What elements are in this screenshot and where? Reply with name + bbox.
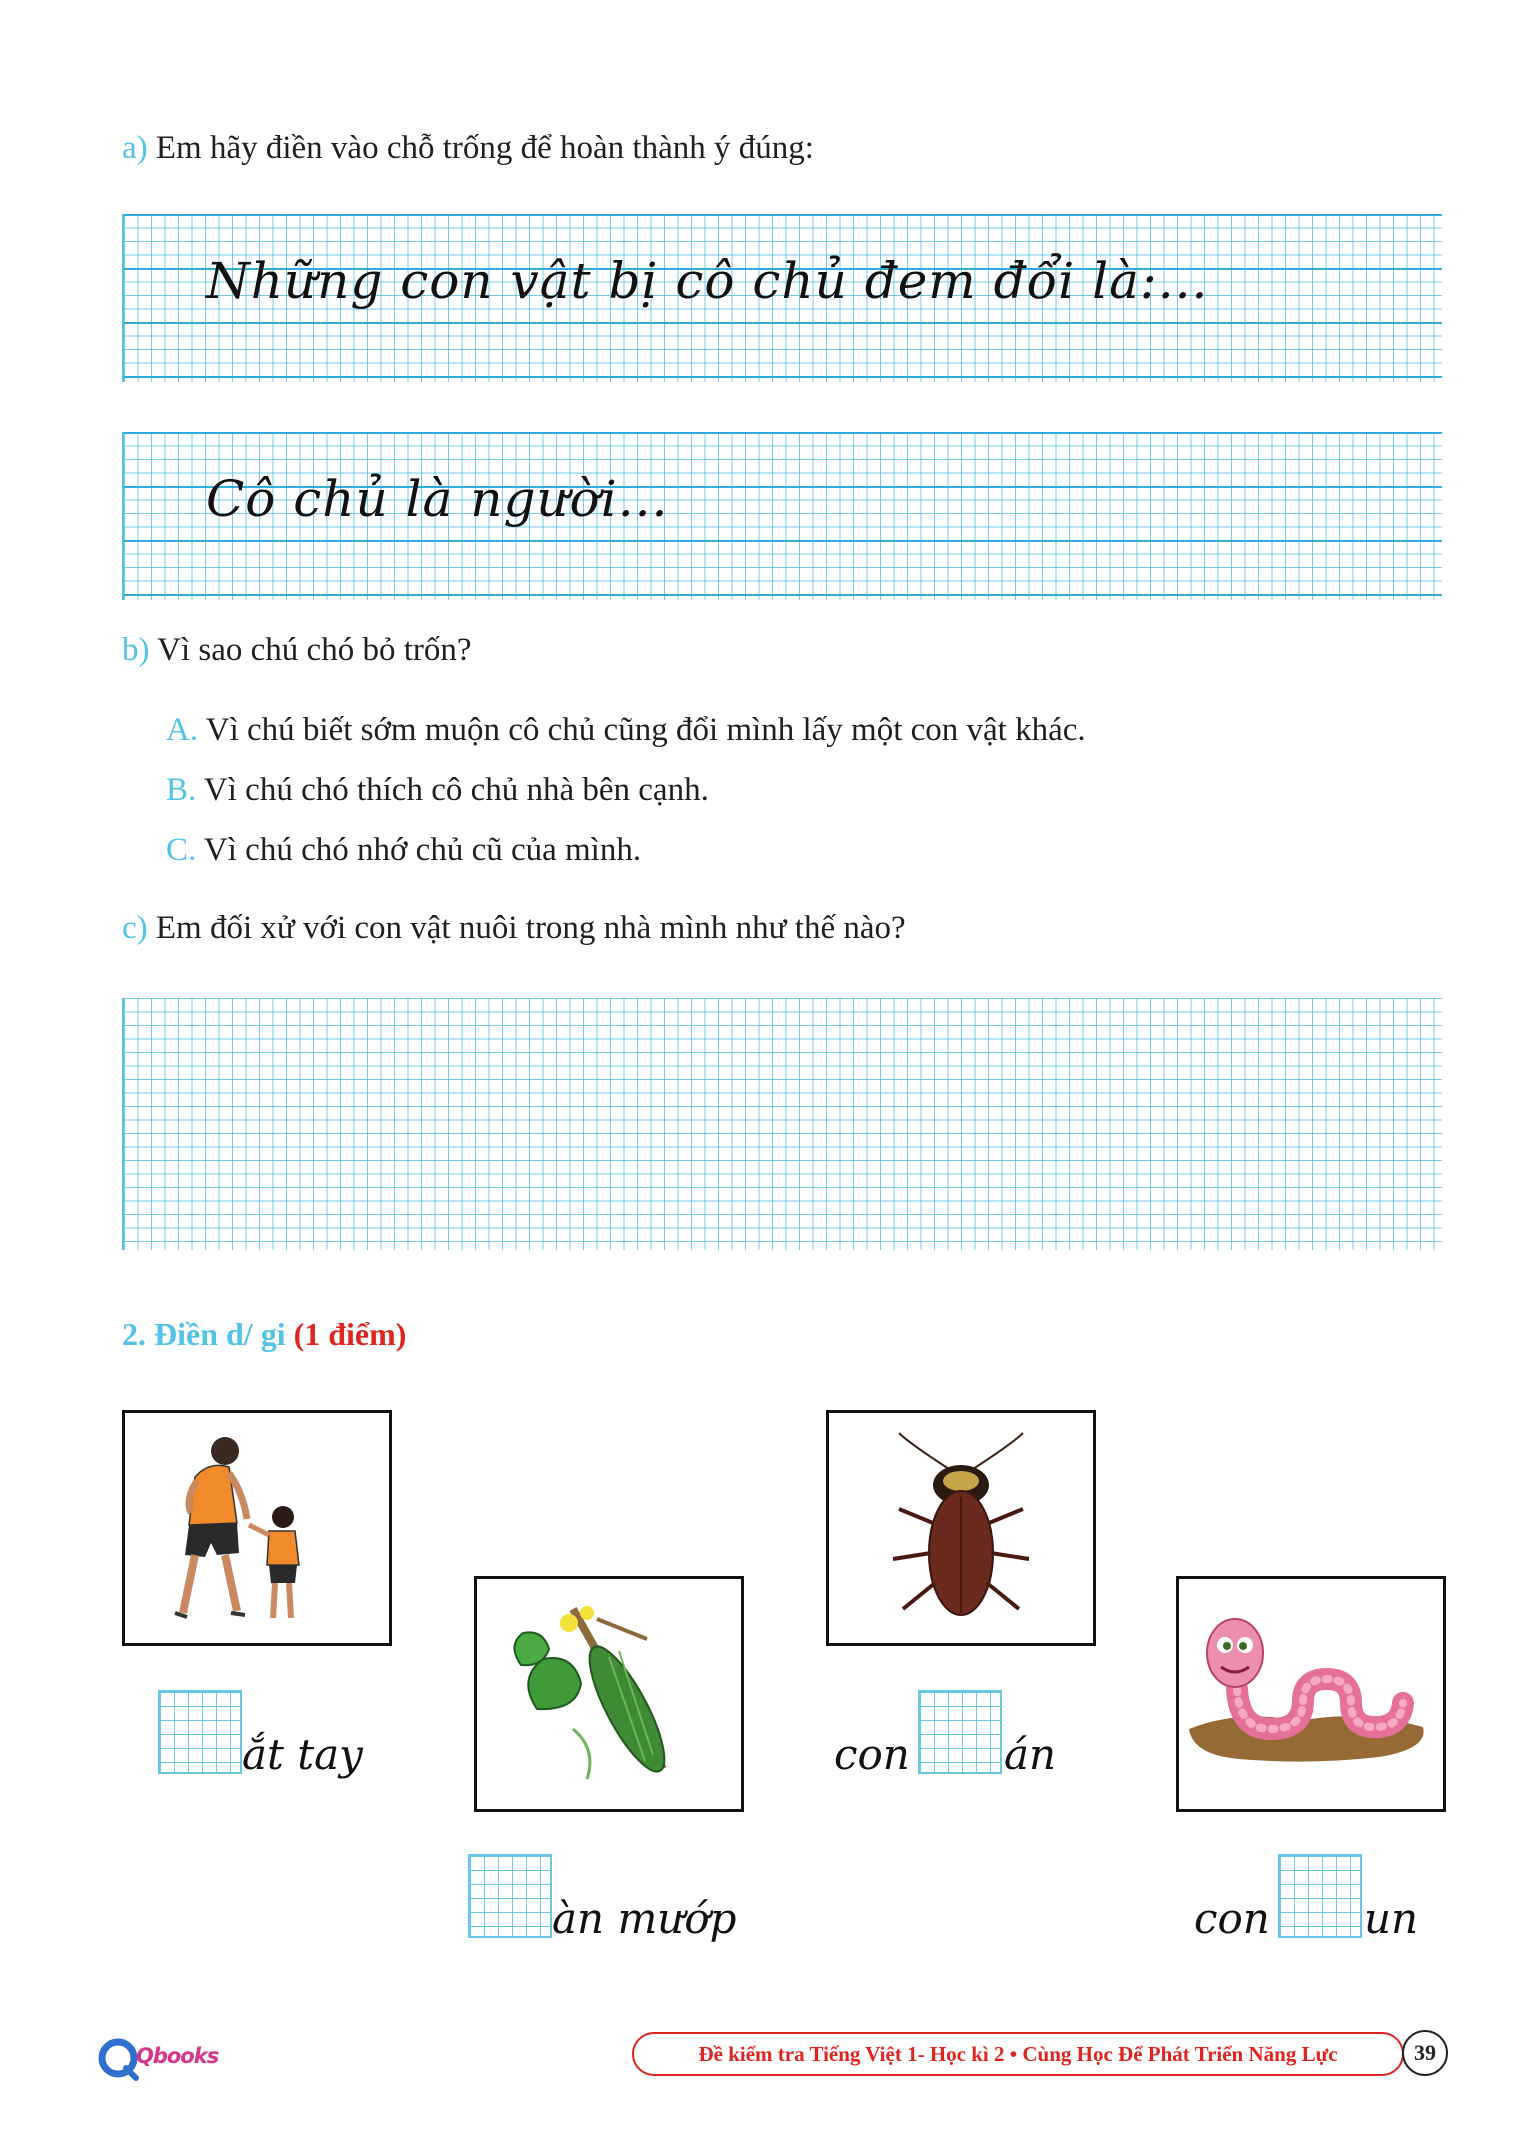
word-2-suffix: àn mướp — [552, 1894, 737, 1943]
earthworm-icon — [1179, 1579, 1443, 1809]
question-c — [122, 910, 906, 947]
question-a-marker: a) — [122, 130, 148, 166]
word-3-prefix: con — [834, 1730, 910, 1779]
option-b[interactable] — [166, 772, 709, 809]
writing-grid-answer[interactable] — [122, 998, 1442, 1250]
word-3-suffix: án — [1004, 1730, 1057, 1779]
luffa-vine-icon — [477, 1579, 741, 1809]
question-c-marker: c) — [122, 910, 148, 946]
image-luffa — [474, 1576, 744, 1812]
image-cockroach — [826, 1410, 1096, 1646]
section-2-title — [122, 1316, 406, 1353]
option-c-text: Vì chú chó nhớ chủ cũ của mình. — [203, 832, 642, 868]
writing-grid-1[interactable] — [122, 214, 1442, 382]
section-2-points: (1 điểm) — [293, 1316, 407, 1352]
answer-box-2[interactable] — [468, 1854, 552, 1938]
footer-series-title: Đề kiểm tra Tiếng Việt 1- Học kì 2 • Cùng Học Để Phát Triển Năng Lực — [632, 2032, 1404, 2076]
answer-box-1[interactable] — [158, 1690, 242, 1774]
option-c-letter: C. — [166, 832, 197, 868]
option-b-text: Vì chú chó thích cô chủ nhà bên cạnh. — [203, 772, 709, 808]
answer-box-3[interactable] — [918, 1690, 1002, 1774]
section-2-label: 2. Điền d/ gi — [122, 1316, 286, 1352]
question-b — [122, 632, 472, 669]
option-a[interactable] — [166, 712, 1086, 749]
answer-box-4[interactable] — [1278, 1854, 1362, 1938]
handwriting-line-1: Những con vật bị cô chủ đem đổi là:... — [206, 252, 1209, 310]
publisher-logo — [96, 2028, 219, 2082]
option-a-text: Vì chú biết sớm muộn cô chủ cũng đổi mình lấy một con vật khác. — [205, 712, 1086, 748]
question-c-text: Em đối xử với con vật nuôi trong nhà mình như thế nào? — [155, 910, 906, 946]
cockroach-icon — [829, 1413, 1093, 1643]
father-son-walking-icon — [125, 1413, 389, 1643]
logo-text: Qbooks — [136, 2044, 219, 2068]
image-father-son — [122, 1410, 392, 1646]
page-number: 39 — [1402, 2030, 1448, 2076]
question-a — [122, 130, 814, 167]
word-4-suffix: un — [1364, 1894, 1419, 1943]
word-1-suffix: ắt tay — [242, 1730, 363, 1779]
option-c[interactable] — [166, 832, 641, 869]
question-a-text: Em hãy điền vào chỗ trống để hoàn thành ý đúng: — [155, 130, 814, 166]
option-b-letter: B. — [166, 772, 197, 808]
word-4-prefix: con — [1194, 1894, 1270, 1943]
question-b-text: Vì sao chú chó bỏ trốn? — [157, 632, 472, 668]
image-earthworm — [1176, 1576, 1446, 1812]
question-b-marker: b) — [122, 632, 150, 668]
option-a-letter: A. — [166, 712, 199, 748]
handwriting-line-2: Cô chủ là người... — [206, 470, 669, 528]
writing-grid-2[interactable] — [122, 432, 1442, 600]
